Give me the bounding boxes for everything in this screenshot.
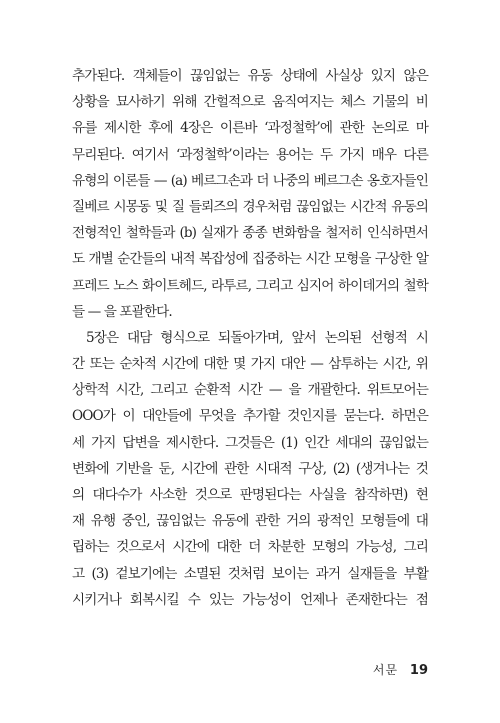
text-line: OOO가 이 대안들에 무엇을 추가할 것인지를 묻는다. 하먼은 xyxy=(72,408,428,425)
paragraph-2 xyxy=(72,325,428,613)
text-line: 상학적 시간, 그리고 순환적 시간 — 을 개괄한다. 위트모어는 xyxy=(72,382,428,399)
text-line: 립하는 것으로서 시간에 대한 더 차분한 모형의 가능성, 그리 xyxy=(72,539,428,556)
body-text xyxy=(72,63,428,613)
text-line: 5장은 대담 형식으로 되돌아가며, 앞서 논의된 선형적 시 xyxy=(86,329,428,346)
page-footer xyxy=(373,663,428,678)
text-line: 의 대다수가 사소한 것으로 판명된다는 사실을 참작하면) 현 xyxy=(72,487,428,503)
text-line: 변화에 기반을 둔, 시간에 관한 시대적 구상, (2) (생겨나는 것 xyxy=(72,460,428,477)
text-line: 유형의 이론들 — (a) 베르그손과 더 나중의 베르그손 옹호자들인 xyxy=(72,172,428,189)
text-line: 시키거나 회복시킬 수 있는 가능성이 언제나 존재한다는 점 xyxy=(72,591,428,608)
text-line: 재 유행 중인, 끊임없는 유동에 관한 거의 광적인 모형들에 대 xyxy=(72,513,428,530)
text-line: 무리된다. 여기서 ‘과정철학’이라는 용어는 두 가지 매우 다른 xyxy=(72,146,428,163)
page-number: 19 xyxy=(409,663,428,678)
text-line: 상황을 묘사하기 위해 간헐적으로 움직여지는 체스 기물의 비 xyxy=(72,94,428,111)
text-line: 프레드 노스 화이트헤드, 라투르, 그리고 심지어 하이데거의 철학 xyxy=(72,277,428,294)
text-line: 질베르 시몽동 및 질 들뢰즈의 경우처럼 끊임없는 시간적 유동의 xyxy=(72,198,428,215)
text-line: 추가된다. 객체들이 끊임없는 유동 상태에 사실상 있지 않은 xyxy=(72,68,428,84)
running-head: 서문 xyxy=(372,663,399,677)
text-line: 도 개별 순간들의 내적 복잡성에 집중하는 시간 모형을 구상한 알 xyxy=(72,251,428,268)
text-line: 전형적인 철학들과 (b) 실재가 종종 변화함을 철저히 인식하면서 xyxy=(72,225,428,242)
text-line: 유를 제시한 후에 4장은 이른바 ‘과정철학’에 관한 논의로 마 xyxy=(72,120,428,137)
text-line: 간 또는 순차적 시간에 대한 몇 가지 대안 — 삼투하는 시간, 위 xyxy=(72,356,428,373)
paragraph-1 xyxy=(72,63,428,325)
text-line: 고 (3) 겉보기에는 소멸된 것처럼 보이는 과거 실재들을 부활 xyxy=(72,565,428,582)
text-line: 세 가지 답변을 제시한다. 그것들은 (1) 인간 세대의 끊임없는 xyxy=(72,434,428,451)
text-line: 들 — 을 포괄한다. xyxy=(72,303,172,320)
